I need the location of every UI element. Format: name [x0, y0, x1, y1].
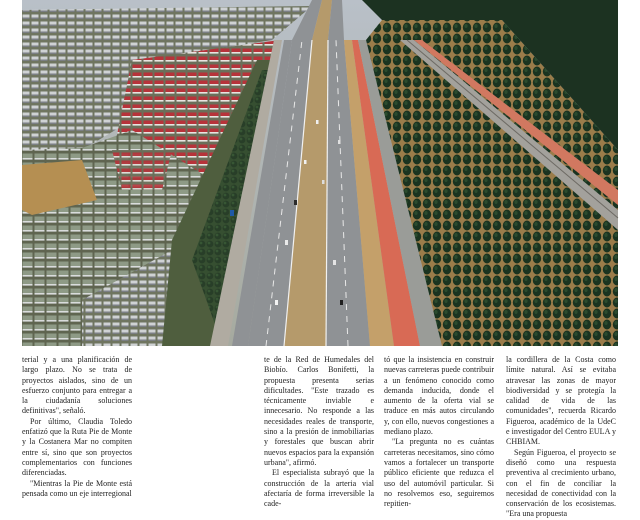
column-2-paragraph-1: te de la Red de Humedales del Biobío. Carlos Bonifetti, la propuesta presenta serias dificultades. "Este trazado es técnicamente inviable e innecesario. No responde a las necesidades reales de transporte, sino a la presión de inmobiliarias y forestales que buscan abrir nuevos espacios para la expansión urbana", afirmó. — [264, 355, 374, 467]
column-4-paragraph-1: la cordillera de la Costa como límite natural. Así se evitaba atravesar las zonas de mayor biodiversidad y se protegía la calidad de vida de las comunidades", recuerda Ricardo Figueroa, académico de la UdeC e investigador del Centro EULA y CHBIAM. — [506, 355, 616, 447]
column-3-paragraph-2: "La pregunta no es cuántas carreteras necesitamos, sino cómo vamos a fortalecer un transporte público eficiente que reduzca el uso del automóvil particular. Si no resolvemos eso, seguiremos repitien- — [384, 437, 494, 509]
article-body — [22, 355, 618, 519]
column-4-paragraph-2: Según Figueroa, el proyecto se diseñó como una respuesta preventiva al crecimiento urbano, con el fin de conciliar la necesidad de conectividad con la conservación de los ecosistemas. "Era una propuesta — [506, 447, 616, 519]
column-1-paragraph-3: "Mientras la Pie de Monte está pensada como un eje interregional — [22, 478, 132, 498]
article-column-1 — [22, 355, 132, 498]
article-column-3 — [384, 355, 494, 509]
column-2-paragraph-2: El especialista subrayó que la construcción de la arteria vial afectaría de forma irreversible la cade- — [264, 468, 374, 509]
aerial-highway-photo — [22, 0, 618, 346]
column-1-paragraph-2: Por último, Claudia Toledo enfatizó que la Ruta Pie de Monte y la Costanera Mar no compiten entre sí, sino que son proyectos complementarios con funciones diferenciadas. — [22, 416, 132, 478]
column-1-paragraph-1: terial y a una planificación de largo plazo. No se trata de proyectos aislados, sino de un esfuerzo conjunto para entregar a la ciudadanía soluciones definitivas", señaló. — [22, 355, 132, 416]
article-column-4 — [506, 355, 616, 519]
column-3-paragraph-1: tó que la insistencia en construir nuevas carreteras puede contribuir a un fenómeno conocido como demanda inducida, donde el aumento de la oferta vial se traduce en más autos circulando y, con ello, nuevos congestiones a mediano plazo. — [384, 355, 494, 437]
article-column-2 — [264, 355, 374, 509]
